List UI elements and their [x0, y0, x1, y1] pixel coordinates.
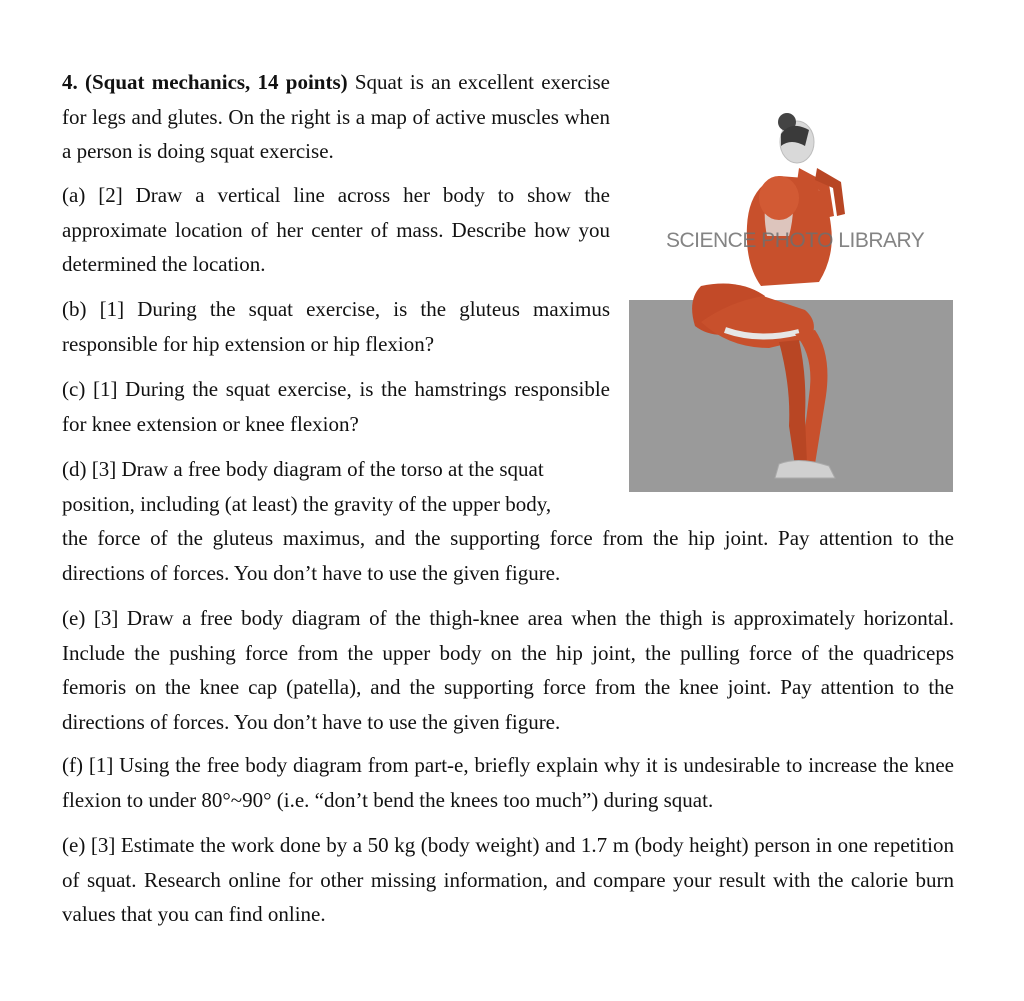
- squat-illustration: [629, 86, 953, 492]
- part-c-text: (c) [1] During the squat exercise, is the hamstrings responsible for knee extension or knee flexion?: [62, 377, 610, 436]
- part-f-text: (f) [1] Using the free body diagram from part-e, briefly explain why it is undesirable to increase the knee flexion to under 80°~90° (i.e. “don’t bend the knees too much”) during squat.: [62, 753, 954, 812]
- part-e2-text: (e) [3] Estimate the work done by a 50 kg (body weight) and 1.7 m (body height) person in one repetition of squat. Research online for other missing information, and compare your result with the calorie burn values that you can find online.: [62, 833, 954, 926]
- part-d-line-3: the force of the gluteus maximus, and the supporting force from the hip joint. Pay attention to the directions of forces. You don’t have to use the given figure.: [62, 526, 954, 585]
- part-a-text: (a) [2] Draw a vertical line across her body to show the approximate location of her center of mass. Describe how you determined the location.: [62, 183, 610, 276]
- part-d-line-1: (d) [3] Draw a free body diagram of the torso at the squat: [62, 457, 544, 481]
- part-b-text: (b) [1] During the squat exercise, is the gluteus maximus responsible for hip extension or hip flexion?: [62, 297, 610, 356]
- question-heading: 4. (Squat mechanics, 14 points): [62, 70, 348, 94]
- part-d-line-2: position, including (at least) the gravity of the upper body,: [62, 491, 552, 516]
- squat-muscle-figure: [629, 86, 953, 492]
- part-e-text: (e) [3] Draw a free body diagram of the thigh-knee area when the thigh is approximately horizontal. Include the pushing force from the upper body on the hip joint, the pulling force of the quadriceps femoris on the knee cap (patella), and the supporting force from the knee joint. Pay attention to the directions of forces. You don’t have to use the given figure.: [62, 606, 954, 734]
- question-intro: 4. (Squat mechanics, 14 points) Squat is an excellent exercise for legs and glutes. On the right is a map of active muscles when a person is doing squat exercise.: [62, 70, 611, 163]
- watermark-text: SCIENCE PHOTO LIBRARY: [666, 229, 925, 252]
